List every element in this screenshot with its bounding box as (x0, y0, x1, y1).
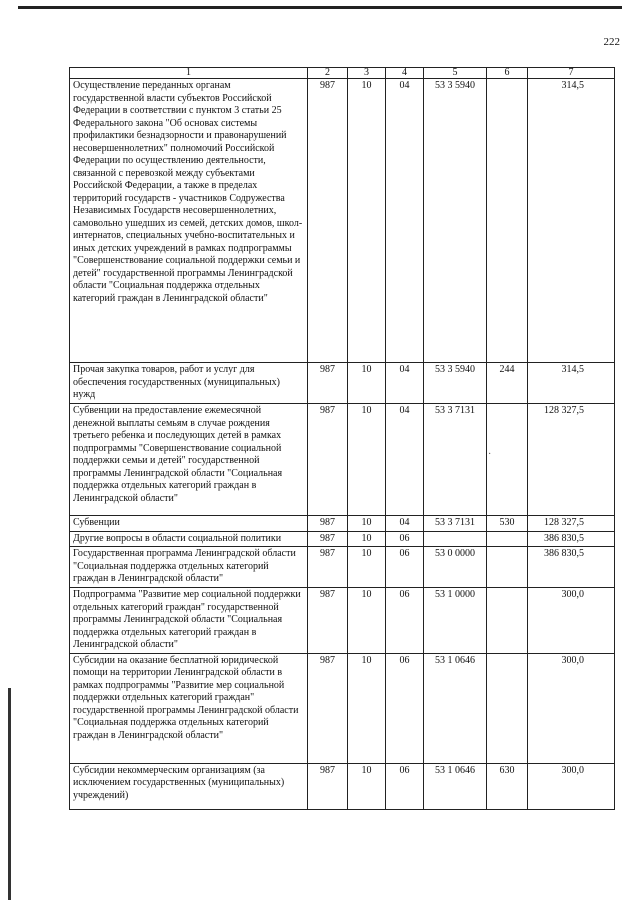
row-target-article (424, 531, 487, 547)
row-target-article: 53 1 0000 (424, 588, 487, 654)
table-row (70, 653, 615, 763)
row-expense-type: 630 (487, 763, 528, 809)
row-target-article: 53 3 5940 (424, 79, 487, 363)
row-section: 10 (348, 588, 386, 654)
row-section: 10 (348, 404, 386, 516)
row-admin-code: 987 (308, 653, 348, 763)
row-amount: 128 327,5 (528, 516, 615, 532)
row-section: 10 (348, 531, 386, 547)
row-section: 10 (348, 763, 386, 809)
row-section: 10 (348, 79, 386, 363)
table-row (70, 404, 615, 516)
row-admin-code: 987 (308, 404, 348, 516)
row-name: Прочая закупка товаров, работ и услуг для обеспечения государственных (муниципальных) нужд (70, 363, 308, 404)
row-section: 10 (348, 653, 386, 763)
row-target-article: 53 0 0000 (424, 547, 487, 588)
row-amount: 300,0 (528, 653, 615, 763)
row-expense-type (487, 79, 528, 363)
table-row (70, 363, 615, 404)
row-subsection: 04 (386, 516, 424, 532)
column-header-4: 4 (386, 68, 424, 79)
row-target-article: 53 1 0646 (424, 763, 487, 809)
row-admin-code: 987 (308, 363, 348, 404)
table-row (70, 516, 615, 532)
row-expense-type (487, 404, 528, 516)
row-expense-type: 530 (487, 516, 528, 532)
row-subsection: 06 (386, 588, 424, 654)
row-subsection: 06 (386, 531, 424, 547)
row-subsection: 06 (386, 653, 424, 763)
column-header-6: 6 (487, 68, 528, 79)
row-target-article: 53 3 5940 (424, 363, 487, 404)
row-subsection: 04 (386, 404, 424, 516)
row-amount: 386 830,5 (528, 547, 615, 588)
row-name: Субвенции на предоставление ежемесячной денежной выплаты семьям в случае рождения третьего ребенка и последующих детей в рамках подпрограммы "Совершенствование социальной поддержки семьи и детей" государственной программы Ленинградской области "Социальная поддержка отдельных категорий граждан в Ленинградской области" (70, 404, 308, 516)
row-section: 10 (348, 363, 386, 404)
row-subsection: 06 (386, 763, 424, 809)
column-header-5: 5 (424, 68, 487, 79)
row-name: Другие вопросы в области социальной политики (70, 531, 308, 547)
row-expense-type (487, 653, 528, 763)
row-expense-type (487, 531, 528, 547)
row-admin-code: 987 (308, 763, 348, 809)
row-amount: 314,5 (528, 363, 615, 404)
row-name: Государственная программа Ленинградской области "Социальная поддержка отдельных категорий граждан в Ленинградской области" (70, 547, 308, 588)
row-subsection: 06 (386, 547, 424, 588)
column-header-2: 2 (308, 68, 348, 79)
row-admin-code: 987 (308, 588, 348, 654)
column-number-row (70, 68, 615, 79)
row-name: Подпрограмма "Развитие мер социальной поддержки отдельных категорий граждан" государственной программы Ленинградской области "Социальная поддержка отдельных категорий граждан в Ленинградской области" (70, 588, 308, 654)
row-admin-code: 987 (308, 79, 348, 363)
row-expense-type (487, 547, 528, 588)
column-header-1: 1 (70, 68, 308, 79)
row-amount: 314,5 (528, 79, 615, 363)
row-target-article: 53 3 7131 (424, 516, 487, 532)
row-section: 10 (348, 516, 386, 532)
row-subsection: 04 (386, 363, 424, 404)
row-admin-code: 987 (308, 547, 348, 588)
column-header-7: 7 (528, 68, 615, 79)
row-admin-code: 987 (308, 516, 348, 532)
row-amount: 300,0 (528, 588, 615, 654)
column-header-3: 3 (348, 68, 386, 79)
scan-top-edge-bar (18, 6, 622, 9)
budget-table (69, 67, 615, 810)
row-section: 10 (348, 547, 386, 588)
row-amount: 386 830,5 (528, 531, 615, 547)
scan-margin-mark (8, 688, 11, 900)
table-row (70, 79, 615, 363)
scan-speck: · (488, 449, 492, 460)
row-amount: 300,0 (528, 763, 615, 809)
row-expense-type (487, 588, 528, 654)
table-row (70, 531, 615, 547)
row-name: Осуществление переданных органам государственной власти субъектов Российской Федерации в соответствии с пунктом 3 статьи 25 Федерального закона "Об основах системы профилактики безнадзорности и правонарушений несовершеннолетних" полномочий Российской Федерации по осуществлению деятельности, связанной с перевозкой между субъектами Российской Федерации, а также в пределах территорий государств - участников Содружества Независимых Государств несовершеннолетних, самовольно ушедших из семей, детских домов, школ-интернатов, специальных учебно-воспитательных и иных детских учреждений в рамках подпрограммы "Совершенствование социальной поддержки семьи и детей" государственной программы Ленинградской области "Социальная поддержка отдельных категорий граждан в Ленинградской области" (70, 79, 308, 363)
page-number: 222 (603, 36, 620, 48)
row-name: Субсидии некоммерческим организациям (за исключением государственных (муниципальных) учреждений) (70, 763, 308, 809)
row-name: Субвенции (70, 516, 308, 532)
row-expense-type: 244 (487, 363, 528, 404)
table-row (70, 547, 615, 588)
row-target-article: 53 3 7131 (424, 404, 487, 516)
table-row (70, 588, 615, 654)
row-amount: 128 327,5 (528, 404, 615, 516)
row-target-article: 53 1 0646 (424, 653, 487, 763)
table-row (70, 763, 615, 809)
row-name: Субсидии на оказание бесплатной юридической помощи на территории Ленинградской области в рамках подпрограммы "Развитие мер социальной поддержки отдельных категорий граждан" государственной программы Ленинградской области "Социальная поддержка отдельных категорий граждан в Ленинградской области" (70, 653, 308, 763)
row-admin-code: 987 (308, 531, 348, 547)
row-subsection: 04 (386, 79, 424, 363)
